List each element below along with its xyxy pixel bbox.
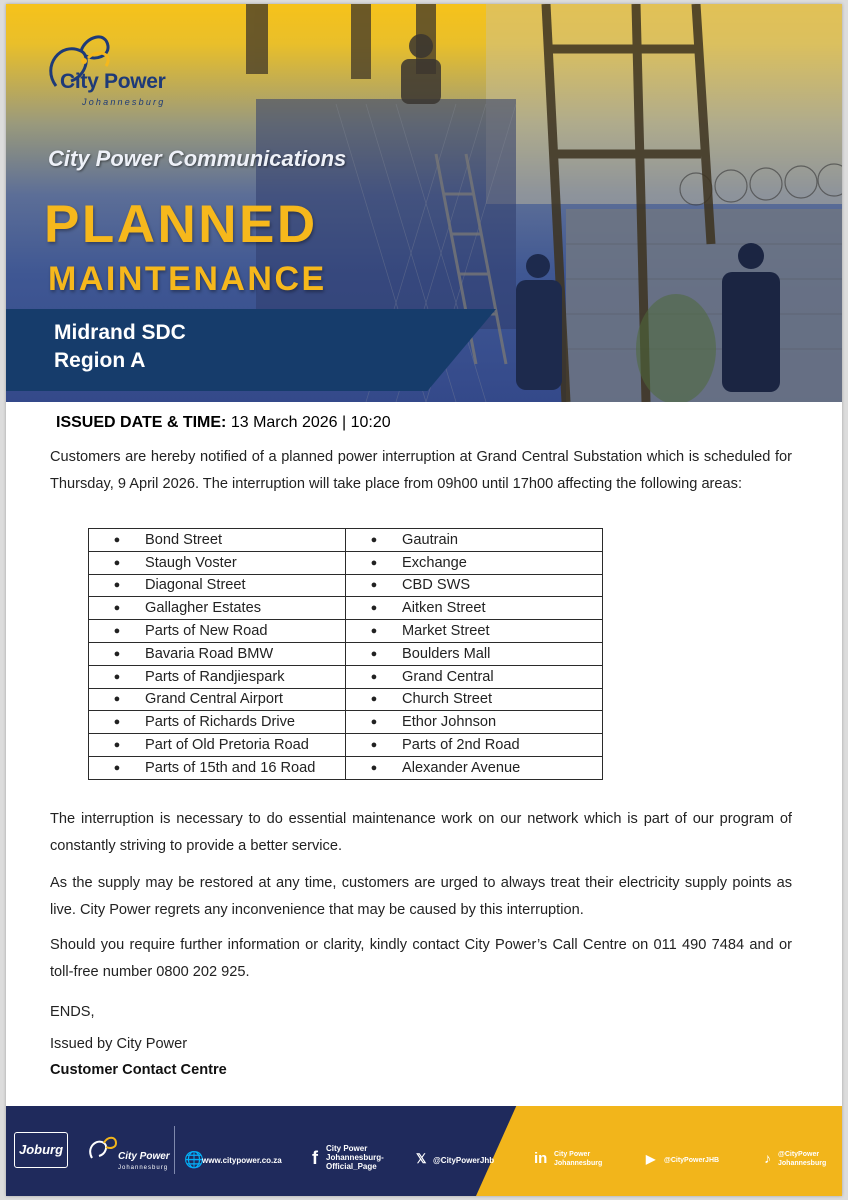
- area-cell-right: [346, 665, 603, 688]
- area-cell-left: [89, 574, 346, 597]
- area-name: Ethor Johnson: [402, 714, 497, 731]
- area-name: Bavaria Road BMW: [145, 645, 274, 662]
- facebook-icon: f: [312, 1148, 318, 1168]
- tiktok-line-2: Johannesburg: [778, 1160, 827, 1167]
- x-icon: 𝕏: [416, 1151, 427, 1166]
- area-name: CBD SWS: [402, 577, 471, 594]
- area-name: Part of Old Pretoria Road: [145, 737, 309, 754]
- area-cell-right: [346, 642, 603, 665]
- footer-logo-name: City Power: [118, 1151, 170, 1162]
- bullet-icon: ●: [113, 716, 121, 729]
- notice-page: [6, 4, 842, 1196]
- area-row: [89, 756, 603, 779]
- area-cell-right: [346, 551, 603, 574]
- area-name: Parts of 2nd Road: [402, 737, 520, 754]
- area-cell-content: [89, 760, 345, 776]
- area-cell-content: [346, 760, 602, 776]
- bullet-icon: ●: [370, 602, 378, 615]
- bullet-icon: ●: [113, 579, 121, 592]
- area-name: Grand Central Airport: [145, 691, 283, 708]
- area-name: Parts of Richards Drive: [145, 714, 296, 731]
- linkedin-icon: in: [534, 1150, 548, 1167]
- area-cell-content: [89, 737, 345, 753]
- area-cell-left: [89, 688, 346, 711]
- area-cell-content: [346, 532, 602, 548]
- footer-divider: [174, 1126, 175, 1174]
- area-cell-right: [346, 756, 603, 779]
- bullet-icon: ●: [370, 647, 378, 660]
- area-row: [89, 711, 603, 734]
- ends-text: ENDS,: [50, 1004, 95, 1020]
- intro-paragraph: Customers are hereby notified of a planned power interruption at Grand Central Substation which is scheduled for Thursday, 9 April 2026. The interruption will take place from 09h00 until 17h00 affecting the following areas:: [50, 449, 792, 492]
- area-cell-content: [89, 600, 345, 616]
- area-name: Boulders Mall: [402, 645, 491, 662]
- bullet-icon: ●: [370, 625, 378, 638]
- area-cell-left: [89, 551, 346, 574]
- issued-value: 13 March 2026 | 10:20: [230, 414, 391, 431]
- area-row: [89, 620, 603, 643]
- areas-table: [88, 528, 603, 780]
- facebook-line-3: Official_Page: [326, 1162, 377, 1171]
- globe-icon: 🌐: [184, 1152, 204, 1169]
- tiktok-link[interactable]: [778, 1150, 826, 1168]
- issued-line: [56, 414, 391, 432]
- area-cell-right: [346, 688, 603, 711]
- facebook-link[interactable]: [326, 1144, 384, 1171]
- bullet-icon: ●: [370, 693, 378, 706]
- bullet-icon: ●: [113, 670, 121, 683]
- facebook-line-1: City Power: [326, 1144, 368, 1153]
- issued-by: Issued by City Power: [50, 1036, 188, 1052]
- tiktok-line-1: @CityPower: [778, 1151, 820, 1158]
- area-cell-content: [89, 646, 345, 662]
- area-name: Diagonal Street: [145, 577, 246, 594]
- area-row: [89, 665, 603, 688]
- area-row: [89, 688, 603, 711]
- issued-label: ISSUED DATE & TIME:: [56, 414, 227, 431]
- area-name: Aitken Street: [402, 600, 486, 617]
- area-name: Gautrain: [402, 531, 458, 548]
- bullet-icon: ●: [113, 556, 121, 569]
- linkedin-line-2: Johannesburg: [554, 1160, 603, 1167]
- footer-city-power-logo-icon: [86, 1134, 120, 1164]
- area-cell-left: [89, 734, 346, 757]
- bullet-icon: ●: [370, 716, 378, 729]
- area-cell-right: [346, 734, 603, 757]
- area-cell-left: [89, 529, 346, 552]
- contact-paragraph: Should you require further information or clarity, kindly contact City Power’s Call Centre on 011 490 7484 and or toll-free number 0800 202 925.: [50, 937, 792, 980]
- footer-logo-sub: Johannesburg: [118, 1165, 169, 1171]
- safety-paragraph: As the supply may be restored at any time, customers are urged to always treat their electricity supply points as live. City Power regrets any inconvenience that may be caused by this interruption.: [50, 875, 792, 918]
- website-link[interactable]: www.citypower.co.za: [202, 1156, 282, 1165]
- area-cell-right: [346, 529, 603, 552]
- area-name: Bond Street: [145, 531, 223, 548]
- area-cell-content: [346, 600, 602, 616]
- bullet-icon: ●: [370, 739, 378, 752]
- area-name: Gallagher Estates: [145, 600, 262, 617]
- area-cell-content: [89, 714, 345, 730]
- area-row: [89, 734, 603, 757]
- area-name: Grand Central: [402, 668, 494, 685]
- area-cell-content: [89, 623, 345, 639]
- area-cell-left: [89, 620, 346, 643]
- area-name: Staugh Voster: [145, 554, 237, 571]
- reason-paragraph: The interruption is necessary to do essential maintenance work on our network which is part of our program of constantly striving to provide a better service.: [50, 811, 792, 854]
- joburg-logo: Joburg: [14, 1132, 68, 1168]
- area-cell-content: [89, 691, 345, 707]
- youtube-icon: ▶: [646, 1152, 656, 1166]
- area-row: [89, 551, 603, 574]
- area-cell-content: [346, 737, 602, 753]
- area-name: Parts of New Road: [145, 623, 268, 640]
- area-cell-content: [89, 669, 345, 685]
- x-link[interactable]: @CityPowerJhb: [433, 1156, 495, 1165]
- area-cell-content: [346, 646, 602, 662]
- region-sdc: Midrand SDC: [54, 321, 186, 344]
- area-cell-content: [89, 577, 345, 593]
- area-cell-left: [89, 597, 346, 620]
- area-row: [89, 597, 603, 620]
- area-cell-content: [346, 669, 602, 685]
- area-name: Church Street: [402, 691, 493, 708]
- area-name: Parts of Randjiespark: [145, 668, 285, 685]
- bullet-icon: ●: [370, 579, 378, 592]
- area-name: Market Street: [402, 623, 490, 640]
- bullet-icon: ●: [370, 533, 378, 546]
- bullet-icon: ●: [113, 625, 121, 638]
- area-cell-content: [346, 714, 602, 730]
- header-banner: [6, 4, 842, 402]
- bullet-icon: ●: [370, 670, 378, 683]
- bullet-icon: ●: [113, 533, 121, 546]
- area-cell-right: [346, 574, 603, 597]
- tiktok-icon: ♪: [764, 1150, 771, 1166]
- area-cell-left: [89, 642, 346, 665]
- area-cell-left: [89, 711, 346, 734]
- bullet-icon: ●: [113, 602, 121, 615]
- linkedin-link[interactable]: [554, 1150, 602, 1168]
- logo-subtitle: Johannesburg: [82, 97, 166, 107]
- bullet-icon: ●: [370, 761, 378, 774]
- areas-table-body: [89, 529, 603, 780]
- region-name: Region A: [54, 349, 146, 372]
- bullet-icon: ●: [113, 693, 121, 706]
- title-maintenance: MAINTENANCE: [48, 260, 327, 298]
- bullet-icon: ●: [113, 739, 121, 752]
- area-cell-content: [89, 555, 345, 571]
- department-name: Customer Contact Centre: [50, 1062, 227, 1078]
- bullet-icon: ●: [113, 647, 121, 660]
- area-row: [89, 574, 603, 597]
- facebook-line-2: Johannesburg-: [326, 1153, 384, 1162]
- area-cell-content: [346, 623, 602, 639]
- youtube-link[interactable]: @CityPowerJHB: [664, 1157, 720, 1164]
- bullet-icon: ●: [370, 556, 378, 569]
- area-name: Alexander Avenue: [402, 759, 521, 776]
- area-row: [89, 529, 603, 552]
- area-cell-right: [346, 711, 603, 734]
- area-cell-content: [346, 555, 602, 571]
- area-cell-content: [346, 577, 602, 593]
- logo-name: City Power: [60, 70, 166, 93]
- bullet-icon: ●: [113, 761, 121, 774]
- area-cell-content: [346, 691, 602, 707]
- area-name: Parts of 15th and 16 Road: [145, 759, 316, 776]
- area-cell-content: [89, 532, 345, 548]
- title-planned: PLANNED: [44, 195, 318, 254]
- linkedin-line-1: City Power: [554, 1151, 591, 1158]
- communications-heading: City Power Communications: [48, 146, 347, 171]
- area-row: [89, 642, 603, 665]
- area-cell-right: [346, 620, 603, 643]
- area-cell-right: [346, 597, 603, 620]
- area-cell-left: [89, 756, 346, 779]
- area-cell-left: [89, 665, 346, 688]
- area-name: Exchange: [402, 554, 467, 571]
